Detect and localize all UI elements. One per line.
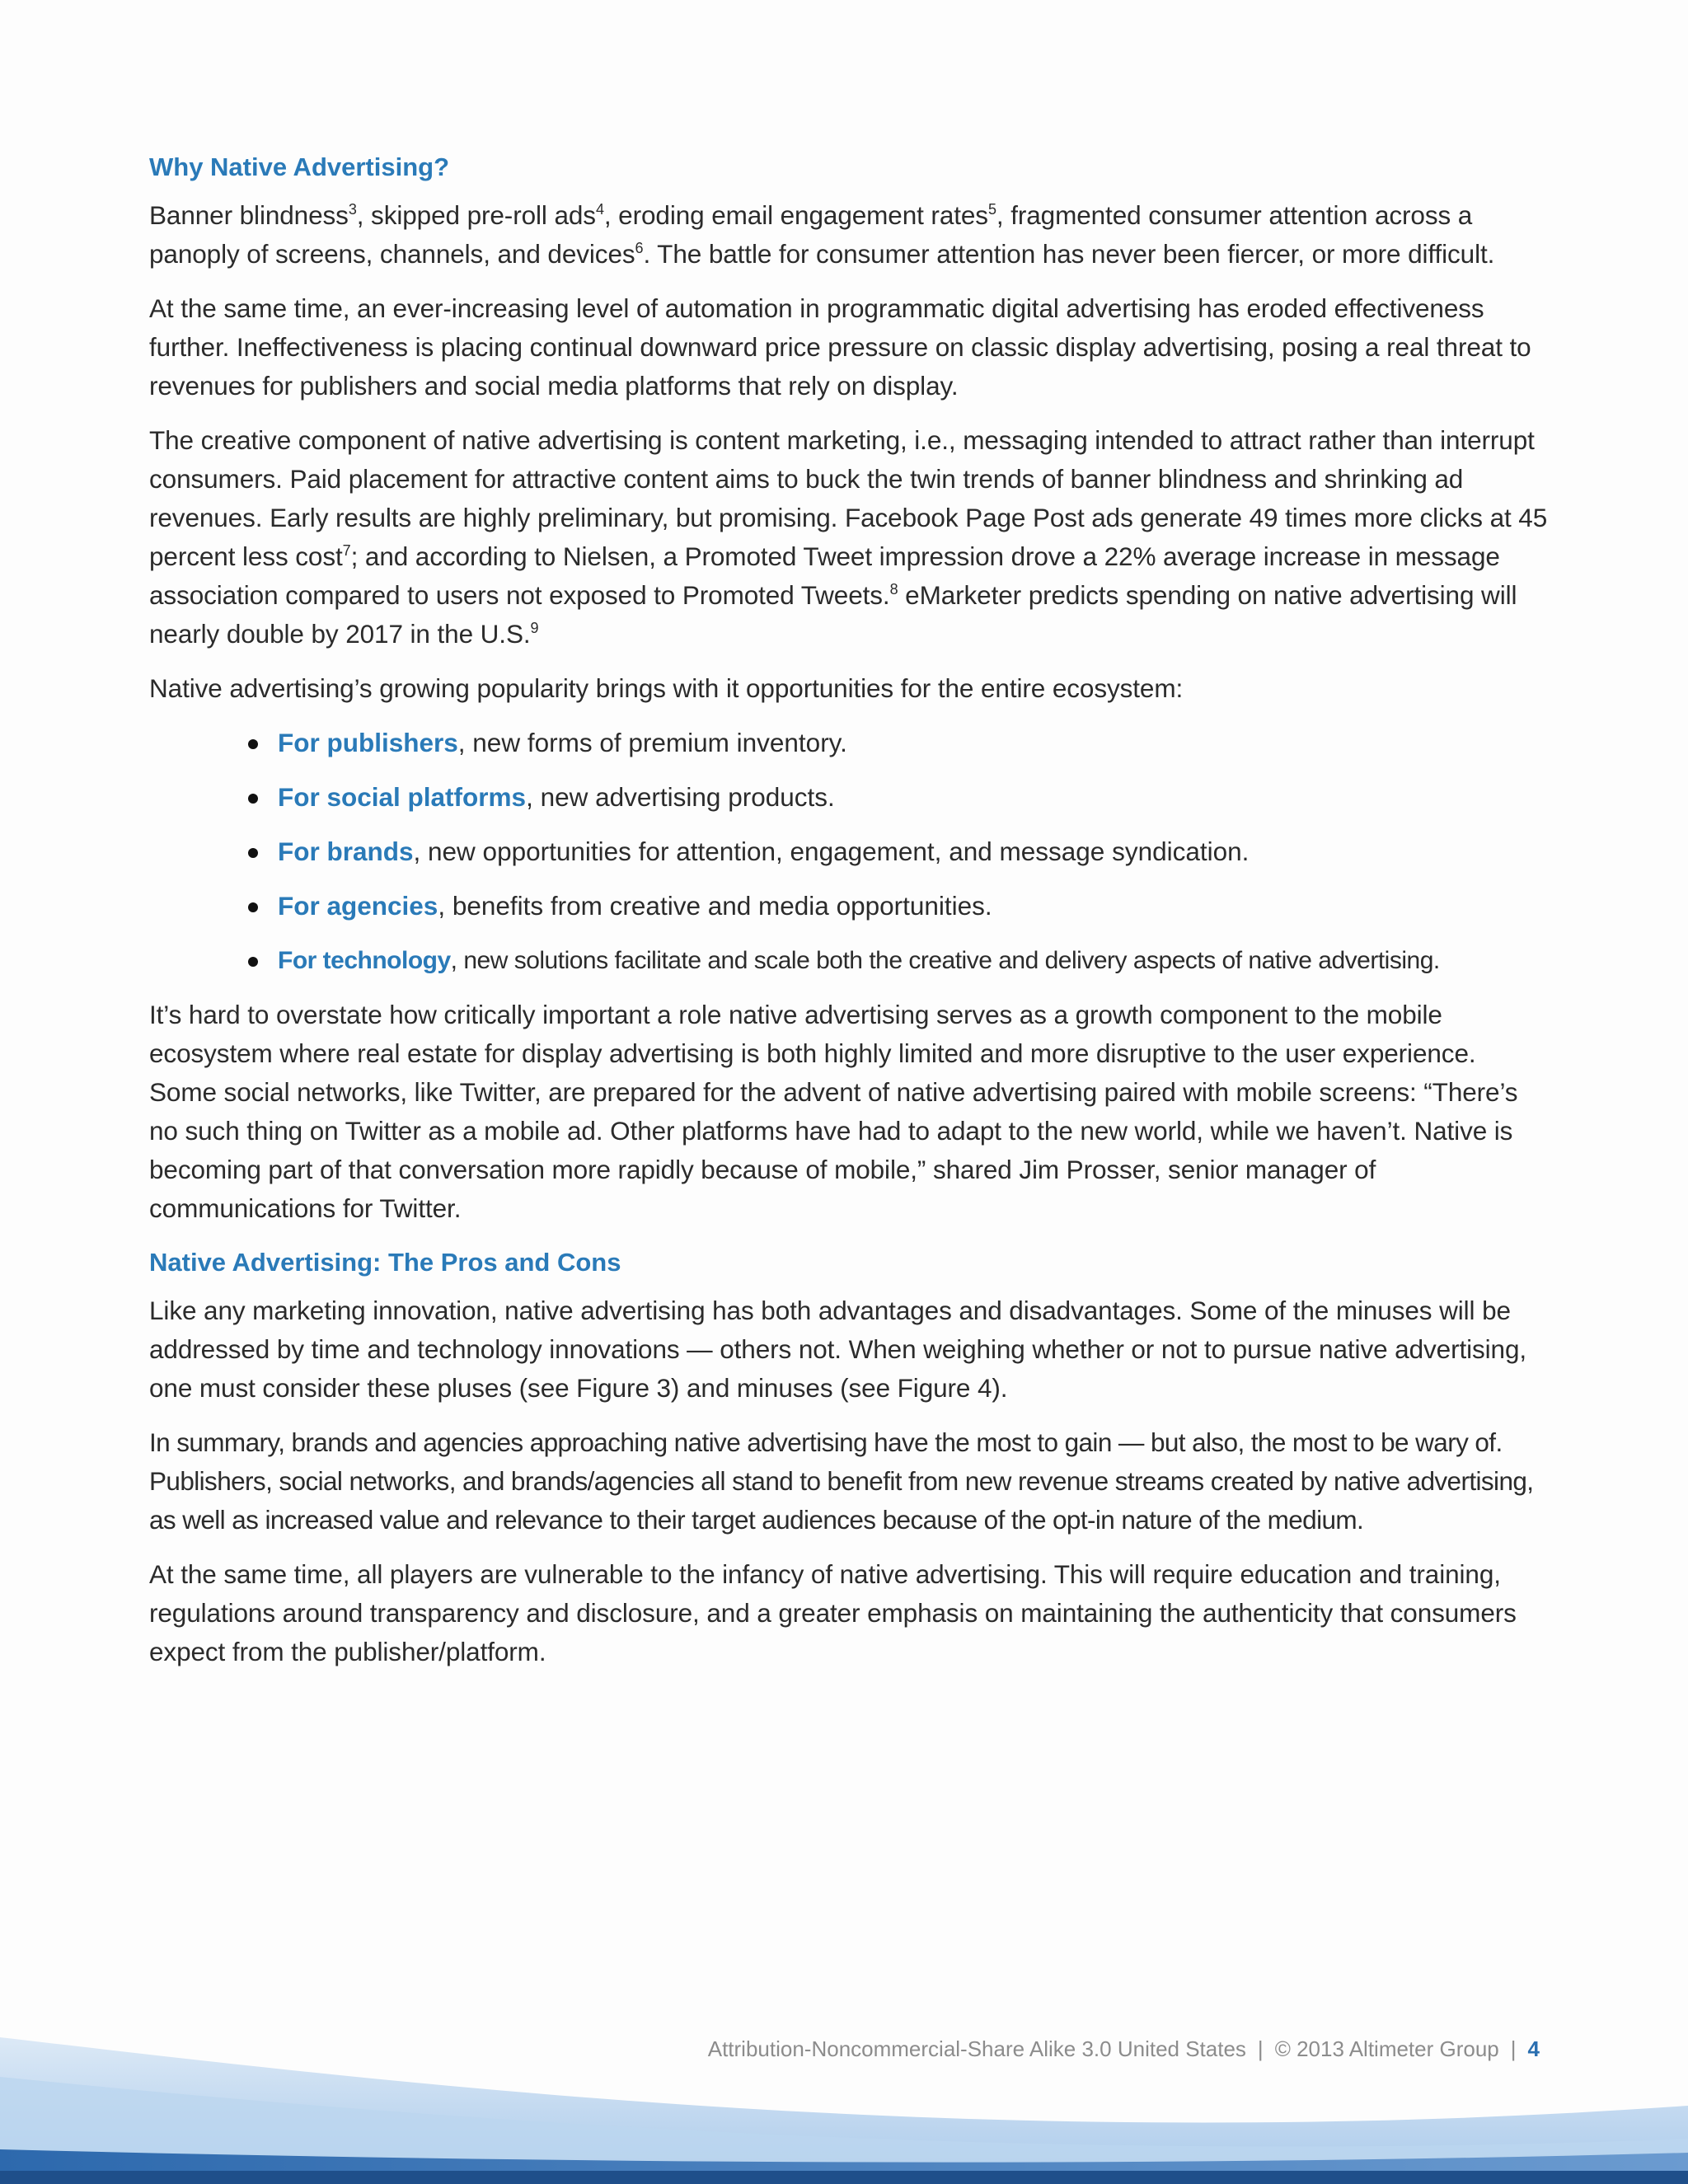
list-item-agencies xyxy=(248,887,1550,926)
list-item-text: , new forms of premium inventory. xyxy=(457,728,847,757)
list-item-social-platforms xyxy=(248,778,1550,817)
paragraph-summary: In summary, brands and agencies approaching native advertising have the most to gain — but also, the most to be wary of. Publishers, social networks, and brands/agencies all stand to benefit from new revenue streams created by native advertising, as well as increased value and relevance to their target audiences because of the opt-in nature of the medium. xyxy=(149,1427,1534,1535)
footnote-ref: 6 xyxy=(635,240,644,256)
list-item-lead: For agencies xyxy=(278,891,438,921)
paragraph-banner-blindness xyxy=(149,196,1550,274)
license-text: Attribution-Noncommercial-Share Alike 3.0 United States xyxy=(707,2036,1246,2061)
footnote-ref: 4 xyxy=(595,201,604,218)
bullet-icon xyxy=(248,739,258,749)
list-item-publishers xyxy=(248,724,1550,762)
list-item-text: , benefits from creative and media opportunities. xyxy=(438,891,992,921)
list-item-text: , new advertising products. xyxy=(526,782,835,812)
text-run: , skipped pre-roll ads xyxy=(356,200,596,230)
page-number: 4 xyxy=(1527,2036,1540,2061)
footnote-ref: 7 xyxy=(342,542,351,559)
footnote-ref: 3 xyxy=(348,201,357,218)
text-run: . The battle for consumer attention has never been fiercer, or more difficult. xyxy=(643,239,1495,269)
footnote-ref: 5 xyxy=(987,201,996,218)
footer-separator: | xyxy=(1257,2036,1264,2061)
copyright-text: © 2013 Altimeter Group xyxy=(1274,2036,1499,2061)
list-item-lead: For technology xyxy=(278,947,451,974)
text-run: Banner blindness xyxy=(149,200,349,230)
footer-separator: | xyxy=(1510,2036,1517,2061)
paragraph-growing-popularity: Native advertising’s growing popularity brings with it opportunities for the entire ecosystem: xyxy=(149,673,1184,703)
bullet-icon xyxy=(248,794,258,804)
list-item-technology xyxy=(248,941,1550,980)
bullet-icon xyxy=(248,848,258,858)
opportunities-list xyxy=(149,724,1550,980)
paragraph-marketing-innovation: Like any marketing innovation, native advertising has both advantages and disadvantages. Some of the minuses will be addressed by time and technology innovations — others not. When weighing whether or not to pursue native advertising, one must consider these pluses (see Figure 3) and minuses (see Figure 4). xyxy=(149,1296,1527,1403)
paragraph-creative-component xyxy=(149,421,1550,654)
page-footer xyxy=(0,2032,1540,2065)
text-run: , eroding email engagement rates xyxy=(603,200,988,230)
text-run: ; and according to Nielsen, a Promoted Tweet impression drove a 22% average increase in message association compared to users not exposed to Promoted Tweets. xyxy=(149,541,1500,610)
text-run: The creative component of native advertising is content marketing, i.e., messaging intended to attract rather than interrupt consumers. Paid placement for attractive content aims to buck the twin trends of banner blindness and shrinking ad revenues. Early results are highly preliminary, but promising. Facebook Page Post ads generate 49 times more clicks at 45 percent less cost xyxy=(149,425,1548,571)
paragraph-automation: At the same time, an ever-increasing level of automation in programmatic digital advertising has eroded effectiveness further. Ineffectiveness is placing continual downward price pressure on classic display advertising, posing a real threat to revenues for publishers and social media platforms that rely on display. xyxy=(149,293,1531,401)
list-item-lead: For brands xyxy=(278,837,414,866)
bullet-icon xyxy=(248,902,258,912)
section-heading-why-native: Why Native Advertising? xyxy=(149,152,450,181)
paragraph-vulnerable: At the same time, all players are vulnerable to the infancy of native advertising. This will require education and training, regulations around transparency and disclosure, and a greater emphasis on maintaining the authenticity that consumers expect from the publisher/platform. xyxy=(149,1559,1517,1666)
page-content xyxy=(149,148,1550,1687)
bullet-icon xyxy=(248,957,258,967)
paragraph-mobile-ecosystem: It’s hard to overstate how critically important a role native advertising serves as a growth component to the mobile ecosystem where real estate for display advertising is both highly limited and more disruptive to the user experience. Some social networks, like Twitter, are prepared for the advent of native advertising paired with mobile screens: “There’s no such thing on Twitter as a mobile ad. Other platforms have had to adapt to the new world, while we haven’t. Native is becoming part of that conversation more rapidly because of mobile,” shared Jim Prosser, senior manager of communications for Twitter. xyxy=(149,1000,1518,1223)
text-run: , fragmented consumer attention across a panoply of screens, channels, and devices xyxy=(149,200,1473,269)
list-item-text: , new solutions facilitate and scale both the creative and delivery aspects of native advertising. xyxy=(450,947,1440,974)
list-item-lead: For social platforms xyxy=(278,782,527,812)
list-item-brands xyxy=(248,832,1550,871)
section-heading-pros-cons: Native Advertising: The Pros and Cons xyxy=(149,1248,621,1277)
text-run: eMarketer predicts spending on native advertising will nearly double by 2017 in the U.S. xyxy=(149,580,1517,649)
footnote-ref: 8 xyxy=(889,581,898,598)
list-item-lead: For publishers xyxy=(278,728,458,757)
list-item-text: , new opportunities for attention, engagement, and message syndication. xyxy=(413,837,1250,866)
footnote-ref: 9 xyxy=(530,620,539,636)
